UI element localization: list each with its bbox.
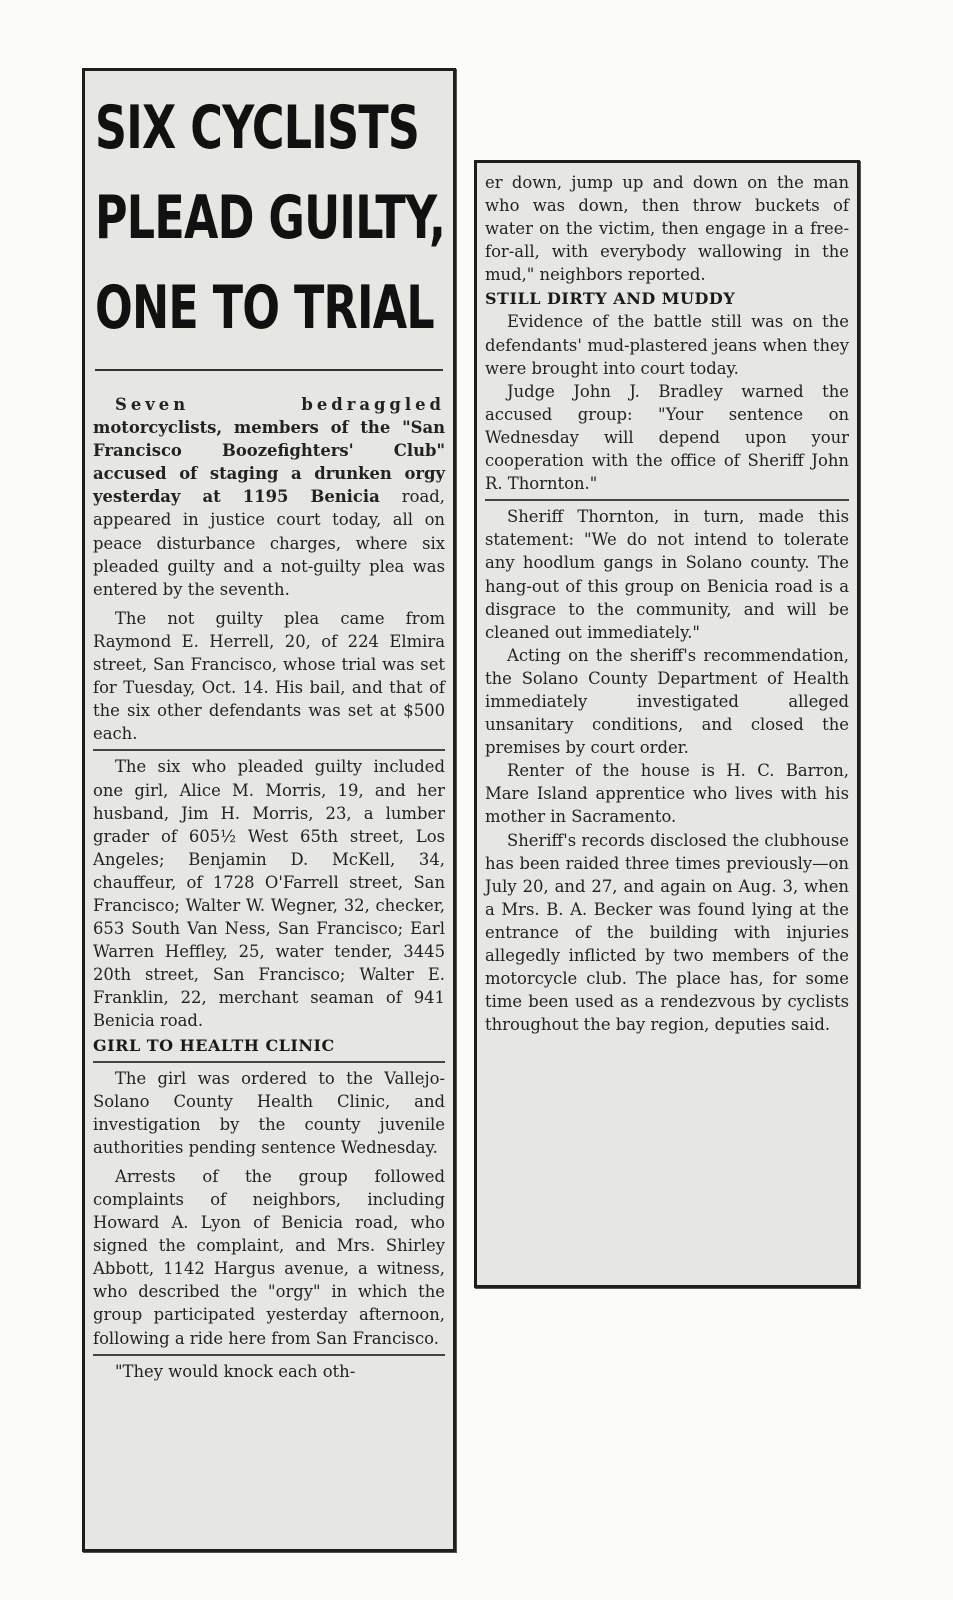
- right-story: [477, 163, 857, 1036]
- right-paragraph-6: Sheriff's records disclosed the clubhouse has been raided three times previously—on July 20, and 27, and again on Aug. 3, when a Mrs. B. A. Becker was found lying at the entrance of the building with injuries allegedly inflicted by two members of the motorcycle club. The place has, for some time been used as a rendezvous by cyclists throughout the bay region, deputies said.: [485, 830, 849, 1035]
- right-subhead: STILL DIRTY AND MUDDY: [485, 289, 736, 309]
- left-paragraph-5: "They would knock each oth-: [115, 1361, 356, 1381]
- column-rule: [93, 1354, 445, 1356]
- left-story: [85, 393, 453, 1383]
- column-rule: [485, 499, 849, 501]
- left-clipping: [82, 68, 456, 1552]
- lead-paragraph: [93, 393, 445, 601]
- column-rule: [93, 1061, 445, 1063]
- left-paragraph-4: Arrests of the group followed complaints of neighbors, including Howard A. Lyon of Benicia road, who signed the complaint, and Mrs. Shirley Abbott, 1142 Hargus avenue, a witness, who described the "orgy" in which the group participated yesterday afternoon, following a ride here from San Francisco.: [93, 1166, 445, 1348]
- right-clipping: [474, 160, 860, 1288]
- right-paragraph-3: Sheriff Thornton, in turn, made this statement: "We do not intend to tolerate any hoodlum gangs in Solano county. The hang-out of this group on Benicia road is a disgrace to the community, and will be cleaned out immediately.": [485, 507, 849, 642]
- left-paragraph-3: The girl was ordered to the Vallejo-Solano County Health Clinic, and investigation by the county juvenile authorities pending sentence Wednesday.: [93, 1068, 445, 1157]
- right-paragraph-2: Judge John J. Bradley warned the accused group: "Your sentence on Wednesday will depend upon your cooperation with the office of Sheriff John R. Thornton.": [485, 381, 849, 494]
- headline: [95, 83, 446, 371]
- lead-rest-text: road, appeared in justice court today, all on peace disturbance charges, where six pleaded guilty and a not-guilty plea was entered by the seventh.: [93, 487, 445, 599]
- left-paragraph-1: The not guilty plea came from Raymond E. Herrell, 20, of 224 Elmira street, San Francisco, whose trial was set for Tuesday, Oct. 14. His bail, and that of the six other defendants was set at $500 each.: [93, 608, 445, 744]
- headline-line-2: PLEAD GUILTY,: [95, 183, 446, 253]
- right-paragraph-1: Evidence of the battle still was on the defendants' mud-plastered jeans when they were brought into court today.: [485, 312, 849, 378]
- right-paragraph-4: Acting on the sheriff's recommendation, the Solano County Department of Health immediately investigated alleged unsanitary conditions, and closed the premises by court order.: [485, 645, 849, 758]
- right-paragraph-5: Renter of the house is H. C. Barron, Mare Island apprentice who lives with his mother in Sacramento.: [485, 761, 849, 827]
- left-subhead: GIRL TO HEALTH CLINIC: [93, 1035, 335, 1055]
- lead-spaced-text: Seven bedraggled: [115, 395, 445, 414]
- column-rule: [93, 749, 445, 751]
- right-continuation: er down, jump up and down on the man who was down, then throw buckets of water on the victim, then engage in a free-for-all, with everybody wallowing in the mud," neighbors reported.: [485, 173, 849, 285]
- headline-line-3: ONE TO TRIAL: [95, 273, 434, 343]
- headline-line-1: SIX CYCLISTS: [95, 93, 420, 163]
- left-paragraph-2: The six who pleaded guilty included one girl, Alice M. Morris, 19, and her husband, Jim H. Morris, 23, a lumber grader of 605½ West 65th street, Los Angeles; Benjamin D. McKell, 34, chauffeur, of 1728 O'Farrell street, San Francisco; Walter W. Wegner, 32, checker, 653 South Van Ness, San Francisco; Earl Warren Heffley, 25, water tender, 3445 20th street, San Francisco; Walter E. Franklin, 22, merchant seaman of 941 Benicia road.: [93, 757, 445, 1031]
- lead-bold-text: motorcyclists, members of the "San Francisco Boozefighters' Club" accused of staging a drunken orgy yesterday at 1195 Benicia: [93, 418, 445, 507]
